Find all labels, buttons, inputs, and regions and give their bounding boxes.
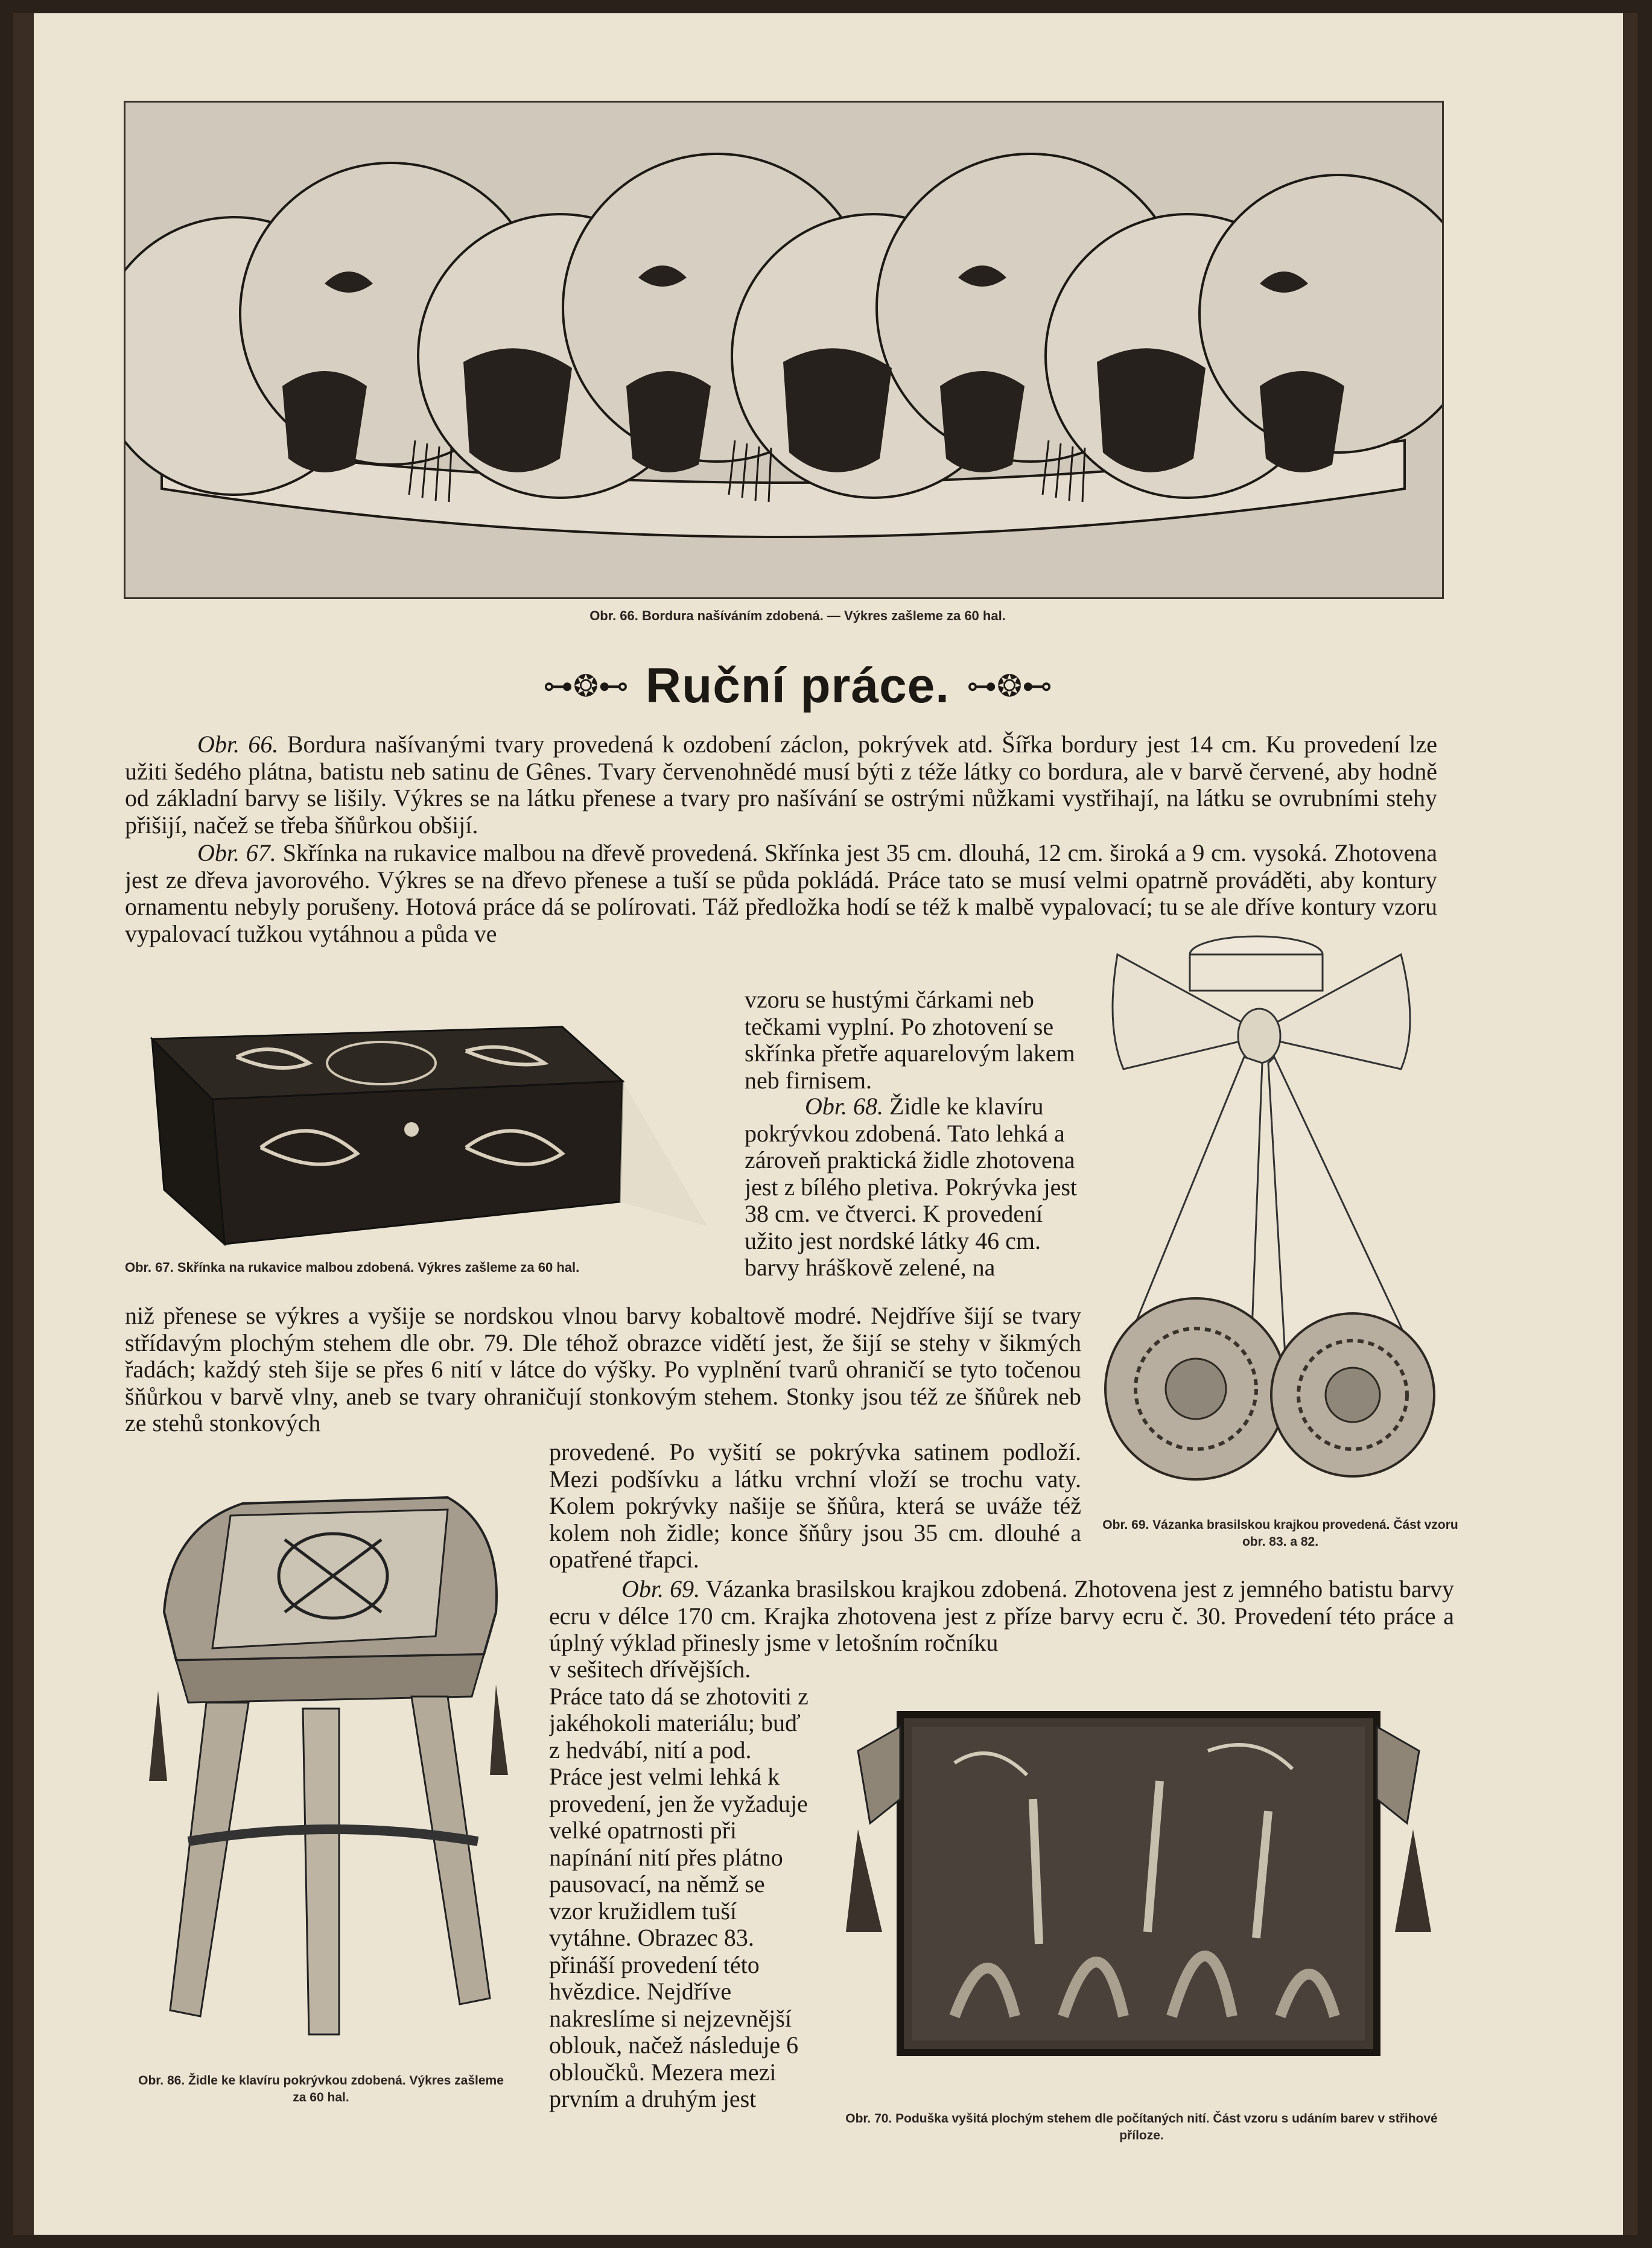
figure-ref-67: Obr. 67.: [197, 840, 276, 866]
figure-70-cushion: [834, 1678, 1443, 2077]
figure-ref-69: Obr. 69.: [621, 1576, 701, 1602]
caption-fig-70: Obr. 70. Poduška vyšitá plochým stehem dle počítaných nití. Část vzoru s udáním barev v střihové příloze.: [845, 2112, 1438, 2142]
caption-fig-67: Obr. 67. Skřínka na rukavice malbou zdobená. Výkres zašleme za 60 hal.: [125, 1260, 580, 1275]
paragraph-fig-67-cont: vzoru se hustými čárkami neb tečkami vyplní. Po zhotovení se skřínka přetře aquarelovým lakem neb firnisem.: [745, 986, 1075, 1094]
ornament-left-icon: ⊶❂⊷: [543, 669, 629, 703]
ornament-right-icon: ⊶❂⊷: [967, 669, 1052, 703]
border-pattern-illustration: [125, 103, 1442, 597]
magazine-page: [13, 13, 1638, 2235]
paragraph-fig-69: Obr. 69. Vázanka brasilskou krajkou zdobená. Zhotovena jest z jemného batistu barvy ecru v délce 170 cm. Krajka zhotovena jest z příze barvy ecru č. 30. Provedení této práce a úplný výklad přinesly jsme v letošním ročníku: [549, 1576, 1454, 1656]
figure-86-piano-stool: [134, 1455, 520, 2059]
paragraph-fig-68-end: provedené. Po vyšití se pokrývka satinem podloží. Mezi podšívku a látku vrchní vloží se trochu vaty. Kolem pokrývky našije se šňůra, která se uváže též kolem noh židle; konce šňůry jsou 35 cm. dlouhé a opatřené třapci.: [549, 1439, 1081, 1573]
paragraph-fig-69-cont: v sešitech dřívějších. Práce tato dá se zhotoviti z jakéhokoli materiálu; buď z hedvábí, nití a pod. Práce jest velmi lehká k provedení, jen že vyžaduje velké opatrnosti při napínání nití přes plátno pausovací, na němž se vzor kružidlem tuší vytáhne. Obrazec 83. přináší provedení této hvězdice. Nejdříve nakreslíme si nejzevnější oblouk, načež následuje 6 obloučků. Mezera mezi prvním a druhým jest: [549, 1656, 809, 2112]
paragraph-fig-67: Obr. 67. Skřínka na rukavice malbou na dřevě provedená. Skřínka jest 35 cm. dlouhá, 12 cm. široká a 9 cm. vysoká. Zhotovena jest ze dřeva javorového. Výkres se na dřevo přenese a tuší se půda pokládá. Práce tato se musí velmi opatrně prováděti, aby kontury ornamentu nebyly porušeny. Hotová práce dá se polírovati. Táž předložka hodí se též k malbě vypalovací; tu se ale dříve kontury vzoru vypalovací tužkou vytáhnou a půda ve: [125, 840, 1437, 947]
caption-fig-69: Obr. 69. Vázanka brasilskou krajkou provedená. Část vzoru obr. 83. a 82.: [1102, 1518, 1458, 1549]
figure-69-tie: [1099, 918, 1437, 1497]
caption-fig-66: Obr. 66. Bordura našíváním zdobená. — Výkres zašleme za 60 hal.: [589, 608, 1006, 623]
figure-67-glove-box: [128, 1015, 719, 1256]
page-edge: [1623, 13, 1638, 2235]
figure-ref-68: Obr. 68.: [805, 1093, 884, 1120]
caption-fig-86: Obr. 86. Židle ke klavíru pokrývkou zdobená. Výkres zašleme za 60 hal.: [138, 2074, 504, 2104]
section-title: [496, 653, 1099, 719]
paragraph-fig-68: Obr. 68. Židle ke klavíru pokrývkou zdobená. Tato lehká a zároveň praktická židle zhotovena jest z bílého pletiva. Pokrývka jest 38 cm. ve čtverci. K provedení užito jest nordské látky 46 cm. barvy hráškově zelené, na: [745, 1093, 1077, 1281]
page-title: Ruční práce.: [645, 658, 950, 713]
page-spine: [13, 13, 34, 2235]
figure-ref-66: Obr. 66.: [197, 731, 279, 758]
paragraph-fig-68-cont: niž přenese se výkres a vyšije se nordskou vlnou barvy kobaltově modré. Nejdříve šijí se tvary střídavým plochým stehem dle obr. 79. Dle téhož obrazce vidětí jest, že šijí se stehy v šikmých řadách; každý steh šije se přes 6 nití v látce do výšky. Po vyplnění tvarů ohraničí se tyto točenou šňůrkou v barvě vlny, aneb se tvary ohraničují stonkovým stehem. Stonky jsou též ze šňůrek neb ze stehů stonkových: [125, 1303, 1081, 1437]
paragraph-fig-66: Obr. 66. Bordura našívanými tvary provedená k ozdobení záclon, pokrývek atd. Šířka bordury jest 14 cm. Ku provedení lze užiti šedého plátna, batistu neb satinu de Gênes. Tvary červenohnědé musí býti z téže látky co bordura, ale v barvě červené, aby hodně od základní barvy se lišily. Výkres se na látku přenese a tvary pro našívání se ostrými nůžkami vystřihají, na látku se ovrubními stehy přišijí, načež se třeba šňůrkou obšijí.: [125, 731, 1437, 839]
figure-66-border-design: [124, 101, 1444, 599]
